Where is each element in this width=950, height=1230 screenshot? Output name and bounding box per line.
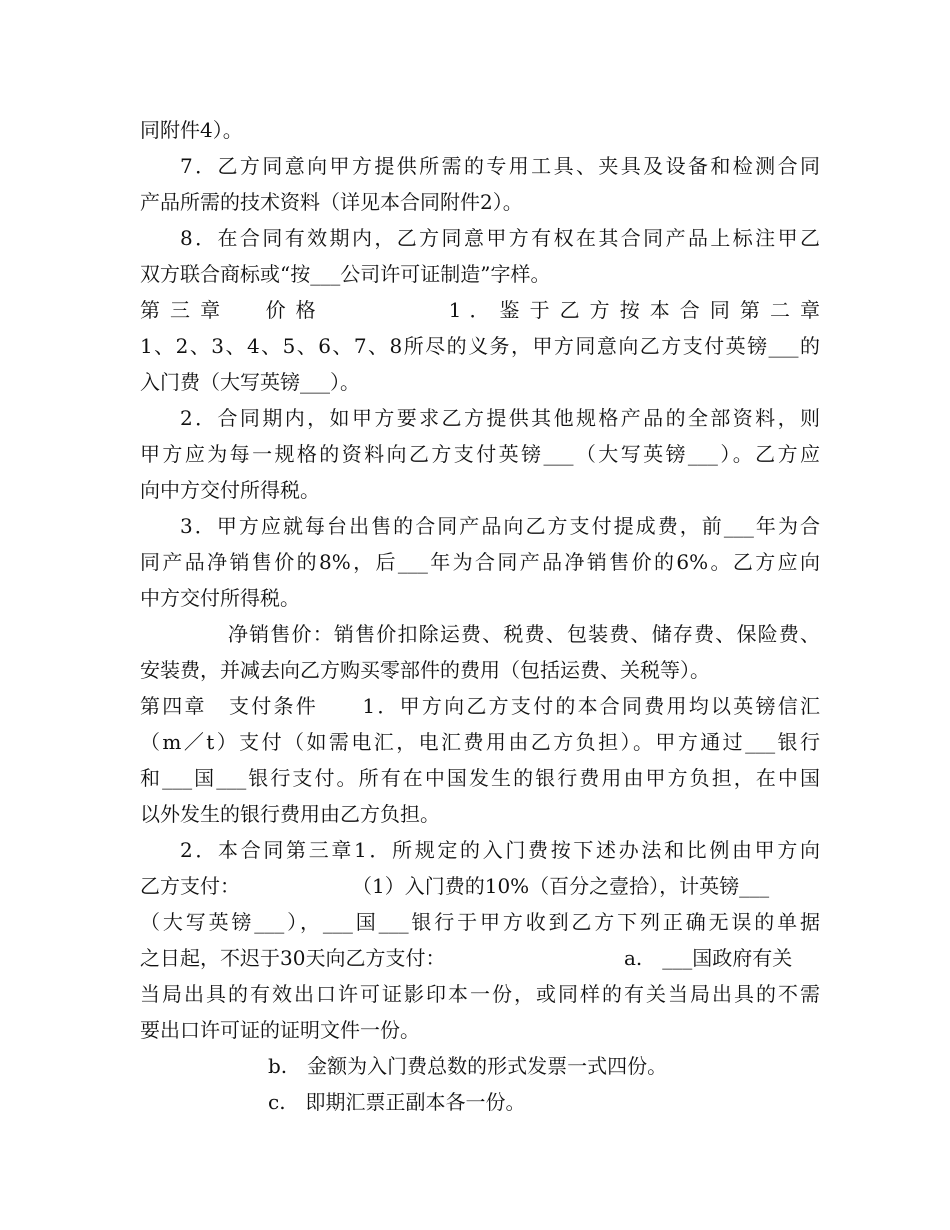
text-line: 甲方应为每一规格的资料向乙方支付英镑___（大写英镑___）。乙方应 [140,442,820,466]
text-line: 产品所需的技术资料（详见本合同附件2）。 [140,190,523,214]
text-line: （m／t）支付（如需电汇，电汇费用由乙方负担）。甲方通过___银行 [140,730,820,754]
text-line: 入门费（大写英镑___）。 [140,370,360,394]
text-line: 2．本合同第三章1．所规定的入门费按下述办法和比例由甲方向 [180,838,820,862]
text-line: 同产品净销售价的8%，后___年为合同产品净销售价的6%。乙方应向 [140,550,820,574]
text-line: 8．在合同有效期内，乙方同意甲方有权在其合同产品上标注甲乙 [180,226,820,250]
text-line-split [140,943,820,973]
list-item: c. 即期汇票正副本各一份。 [268,1090,526,1114]
text-line-split [140,871,820,901]
text-line: 净销售价：销售价扣除运费、税费、包装费、储存费、保险费、 [228,622,820,646]
list-item: b. 金额为入门费总数的形式发票一式四份。 [268,1054,668,1078]
text-line: （大写英镑___），___国___银行于甲方收到乙方下列正确无误的单据 [140,910,820,934]
chapter-heading-line: 第四章 支付条件 1．甲方向乙方支付的本合同费用均以英镑信汇 [140,694,820,718]
text-line: 以外发生的银行费用由乙方负担。 [140,802,440,826]
text-segment: （1）入门费的10%（百分之壹拾），计英镑___ [352,874,770,898]
text-segment: a. ___国政府有关 [624,946,793,970]
chapter-heading-line: 第 三 章 价 格 1 ． 鉴 于 乙 方 按 本 合 同 第 二 章 [140,298,820,322]
text-segment: 乙方支付： [140,874,240,898]
text-line: 安装费，并减去向乙方购买零部件的费用（包括运费、关税等）。 [140,658,710,682]
text-line: 中方交付所得税。 [140,586,300,610]
text-segment: 之日起，不迟于30天向乙方支付： [140,946,446,970]
text-line: 双方联合商标或“按___公司许可证制造”字样。 [140,262,551,286]
text-line: 要出口许可证的证明文件一份。 [140,1018,420,1042]
text-line: 7．乙方同意向甲方提供所需的专用工具、夹具及设备和检测合同 [180,154,820,178]
text-line: 2．合同期内，如甲方要求乙方提供其他规格产品的全部资料，则 [180,406,820,430]
text-line: 1、2、3、4、5、6、7、8所尽的义务，甲方同意向乙方支付英镑___的 [140,334,820,358]
text-line: 3．甲方应就每台出售的合同产品向乙方支付提成费，前___年为合 [180,514,820,538]
text-line: 同附件4）。 [140,118,243,142]
text-line: 和___国___银行支付。所有在中国发生的银行费用由甲方负担，在中国 [140,766,820,790]
text-line: 向中方交付所得税。 [140,478,320,502]
text-line: 当局出具的有效出口许可证影印本一份，或同样的有关当局出具的不需 [140,982,820,1006]
